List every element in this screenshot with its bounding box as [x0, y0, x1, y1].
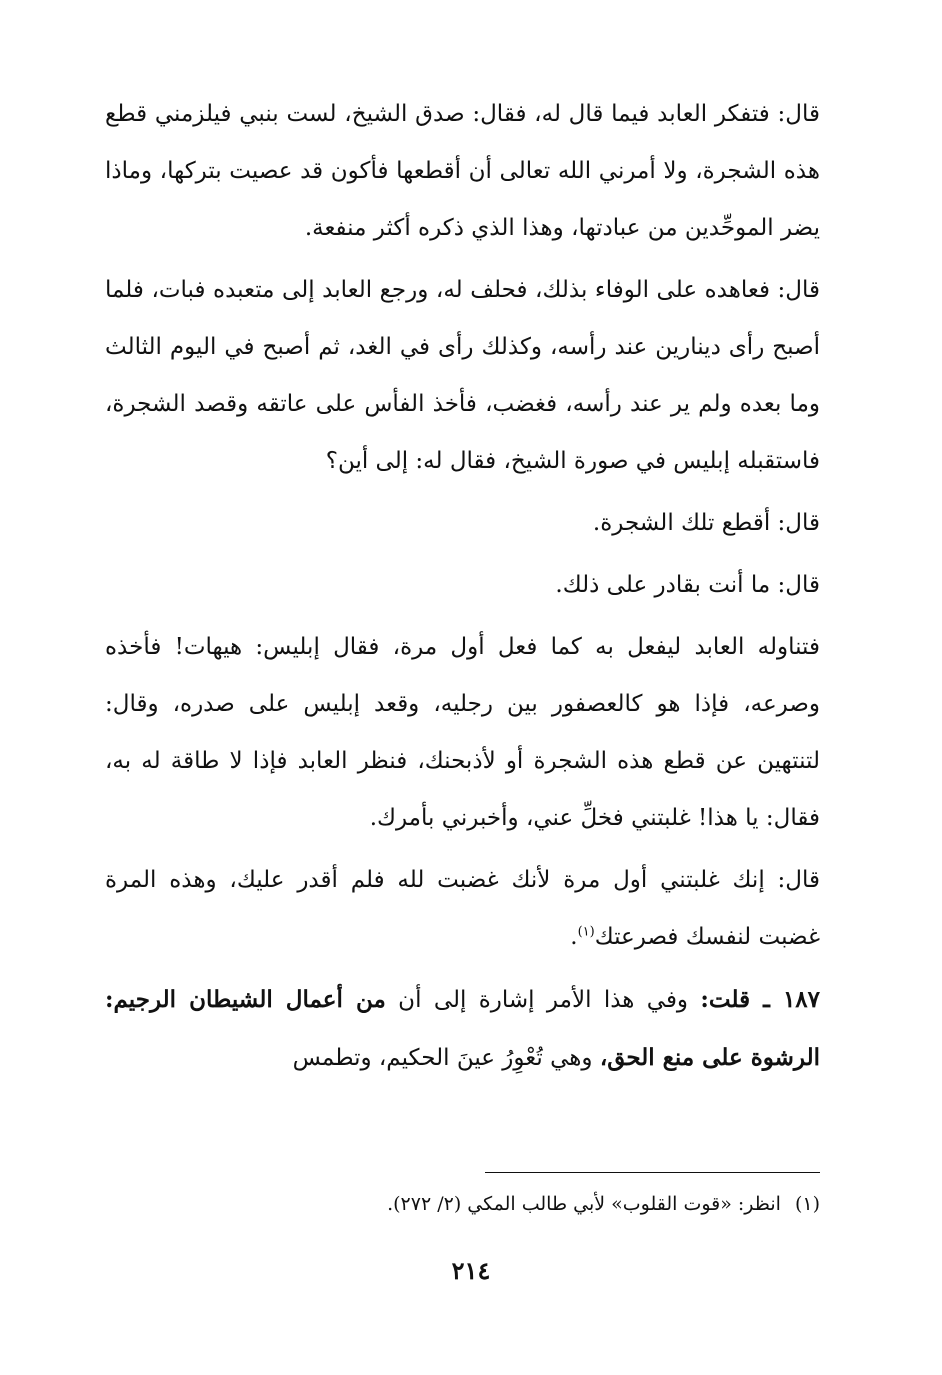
footnote-number: (١) — [794, 1193, 820, 1215]
paragraph-7-tail: وهي تُعْوِرُ عينَ الحكيم، وتطمس — [292, 1045, 600, 1071]
paragraph-1-text: قال: فتفكر العابد فيما قال له، فقال: صدق الشيخ، لست بنبي فيلزمني قطع هذه الشجرة، ولا أمرني الله تعالى أن أقطعها فأكون قد عصيت بتركها، وماذا يضر الموحِّدين من عبادتها، وهذا الذي ذكره أكثر منفعة. — [105, 101, 820, 241]
paragraph-2 — [105, 262, 820, 490]
page-number: ٢١٤ — [451, 1256, 491, 1285]
paragraph-6-text: قال: إنك غلبتني أول مرة لأنك غضبت لله فلم أقدر عليك، وهذه المرة غضبت لنفسك فصرعتك — [105, 867, 820, 950]
paragraph-5-text: فتناوله العابد ليفعل به كما فعل أول مرة، فقال إبليس: هيهات! فأخذه وصرعه، فإذا هو كالعصفور بين رجليه، وقعد إبليس على صدره، وقال: لتنتهين عن قطع هذه الشجرة أو لأذبحنك، فنظر العابد فإذا لا طاقة له به، فقال: يا هذا! غلبتني فخلِّ عني، وأخبرني بأمرك. — [105, 634, 820, 831]
paragraph-4-text: قال: ما أنت بقادر على ذلك. — [555, 572, 820, 598]
footnote-reference[interactable]: (١) — [577, 924, 595, 940]
paragraph-6-tail: . — [570, 924, 578, 950]
paragraph-2-text: قال: فعاهده على الوفاء بذلك، فحلف له، ورجع العابد إلى متعبده فبات، فلما أصبح رأى دينارين عند رأسه، وكذلك رأى في الغد، ثم أصبح في اليوم الثالث وما بعده ولم ير عند رأسه، فغضب، فأخذ الفأس على عاتقه وقصد الشجرة، فاستقبله إبليس في صورة الشيخ، فقال له: إلى أين؟ — [105, 277, 820, 474]
footnote-text: انظر: «قوت القلوب» لأبي طالب المكي (٢/ ٢٧٢). — [387, 1193, 781, 1215]
paragraph-7-emphasis: من أعمال الشيطان الرجيم: الرشوة على منع الحق، — [105, 986, 820, 1071]
paragraph-7 — [105, 971, 820, 1087]
section-number-label: ١٨٧ ـ قلت: — [700, 986, 821, 1013]
paragraph-5 — [105, 619, 820, 847]
footnote — [220, 1188, 820, 1220]
paragraph-4 — [105, 557, 820, 614]
paragraph-3 — [105, 495, 820, 552]
main-text — [105, 86, 820, 1092]
paragraph-1 — [105, 86, 820, 257]
paragraph-3-text: قال: أقطع تلك الشجرة. — [592, 510, 820, 536]
paragraph-7-text: وفي هذا الأمر إشارة إلى أن — [385, 987, 701, 1013]
paragraph-6 — [105, 852, 820, 966]
footnote-divider — [485, 1172, 820, 1173]
